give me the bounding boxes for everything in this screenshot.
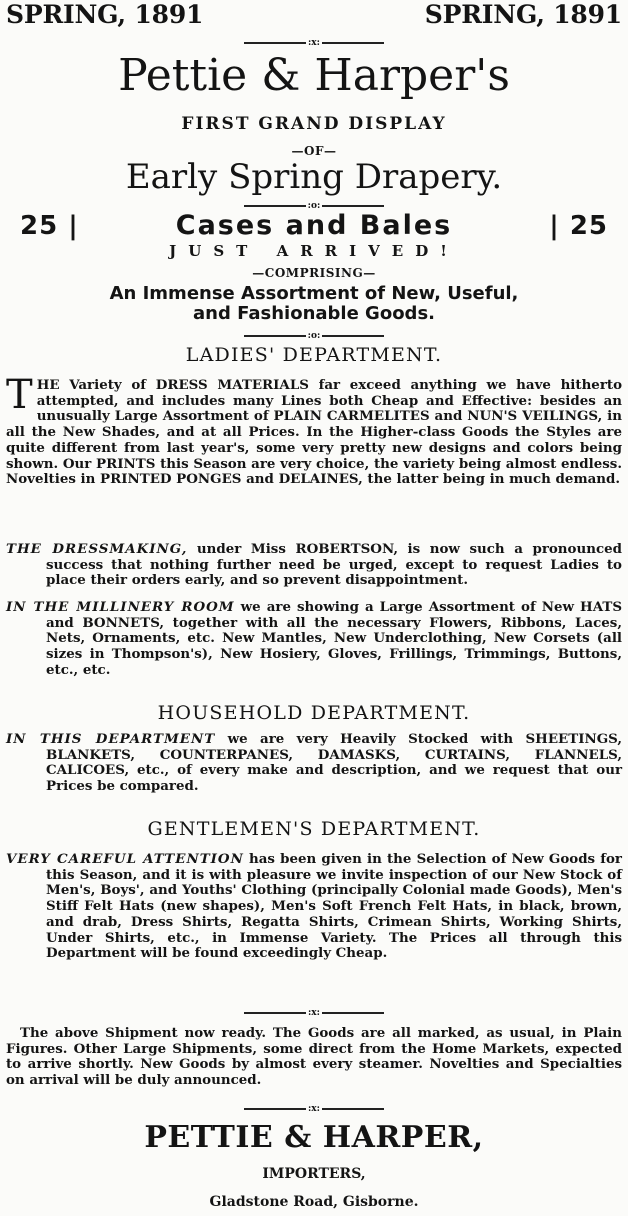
millinery-lead: IN THE MILLINERY ROOM	[6, 599, 235, 615]
rule-divider: :x:	[0, 38, 628, 48]
shipment-paragraph: The above Shipment now ready. The Goods are all marked, as usual, in Plain Figures. Other Large Shipments, some direct from the Home Markets, expected to arrive shortly. New Goods by almost every steamer. Novelties and Specialties on arrival will be duly announced.	[6, 1025, 622, 1089]
comprising-label: —COMPRISING—	[252, 266, 376, 280]
household-paragraph: IN THIS DEPARTMENT we are very Heavily Stocked with SHEETINGS, BLANKETS, COUNTERPANES, DAMASKS, CURTAINS, FLANNELS, CALICOES, etc., of every make and description, and we request that our Prices be compared.	[6, 731, 622, 795]
rule-divider: :o:	[0, 331, 628, 341]
page-title: Pettie & Harper's	[118, 50, 510, 101]
gentlemen-department-heading: GENTLEMEN'S DEPARTMENT.	[147, 818, 481, 840]
footer-role: IMPORTERS,	[262, 1166, 366, 1182]
household-department-heading: HOUSEHOLD DEPARTMENT.	[157, 702, 471, 724]
immense-assortment: An Immense Assortment of New, Useful, and Fashionable Goods.	[109, 283, 519, 324]
header	[0, 0, 628, 40]
cases-and-bales-banner	[0, 210, 628, 241]
millinery-paragraph: IN THE MILLINERY ROOM we are showing a Large Assortment of New HATS and BONNETS, together with all the necessary Flowers, Ribbons, Laces, Nets, Ornaments, etc. New Mantles, New Underclothing, New Corsets (all sizes in Thompson's), New Hosiery, Gloves, Frillings, Trimmings, Buttons, etc., etc.	[6, 599, 623, 678]
of-label: —OF—	[291, 144, 337, 158]
cases-label: Cases and Bales	[175, 210, 453, 241]
gentlemen-paragraph: VERY CAREFUL ATTENTION has been given in the Selection of New Goods for this Season, and it is with pleasure we invite inspection of our New Stock of Men's, Boys', and Youths' Clothing (principally Colonial made Goods), Men's Stiff Felt Hats (new shapes), Men's Soft French Felt Hats, in black, brown, and drab, Dress Shirts, Regatta Shirts, Crimean Shirts, Working Shirts, Under Shirts, etc., in Immense Variety. The Prices all through this Department will be found exceedingly Cheap.	[6, 851, 622, 962]
household-lead: IN THIS DEPARTMENT	[6, 731, 216, 747]
drop-cap: T	[6, 372, 33, 418]
cases-count-right: | 25	[549, 210, 608, 241]
header-date-right: SPRING, 1891	[424, 0, 622, 29]
just-arrived: JUST ARRIVED!	[169, 242, 459, 260]
footer-company-name: PETTIE & HARPER,	[144, 1120, 484, 1155]
dressmaking-lead: THE DRESSMAKING,	[6, 541, 188, 557]
early-spring-heading: Early Spring Drapery.	[125, 157, 503, 197]
dressmaking-paragraph: THE DRESSMAKING, under Miss ROBERTSON, is now such a pronounced success that nothing further need be urged, except to request Ladies to place their orders early, and so prevent disappointment.	[6, 541, 622, 589]
header-date-left: SPRING, 1891	[6, 0, 204, 29]
ladies-department-heading: LADIES' DEPARTMENT.	[185, 344, 443, 366]
subtitle: FIRST GRAND DISPLAY	[181, 114, 447, 134]
rule-divider: :o:	[0, 201, 628, 211]
cases-count-left: 25 |	[20, 210, 79, 241]
rule-divider: :x:	[0, 1104, 628, 1114]
ladies-dress-materials-paragraph: THE Variety of DRESS MATERIALS far exceed anything we have hitherto attempted, and includes many Lines both Cheap and Effective: besides an unusually Large Assortment of PLAIN CARMELITES and NUN'S VEILINGS, in all the New Shades, and at all Prices. In the Higher-class Goods the Styles are quite different from last year's, some very pretty new designs and colors being shown. Our PRINTS this Season are very choice, the variety being almost endless. Novelties in PRINTED PONGES and DELAINES, the latter being in much demand.	[6, 372, 622, 488]
footer-address: Gladstone Road, Gisborne.	[209, 1194, 419, 1210]
gentlemen-lead: VERY CAREFUL ATTENTION	[6, 851, 244, 867]
rule-divider: :x:	[0, 1008, 628, 1018]
